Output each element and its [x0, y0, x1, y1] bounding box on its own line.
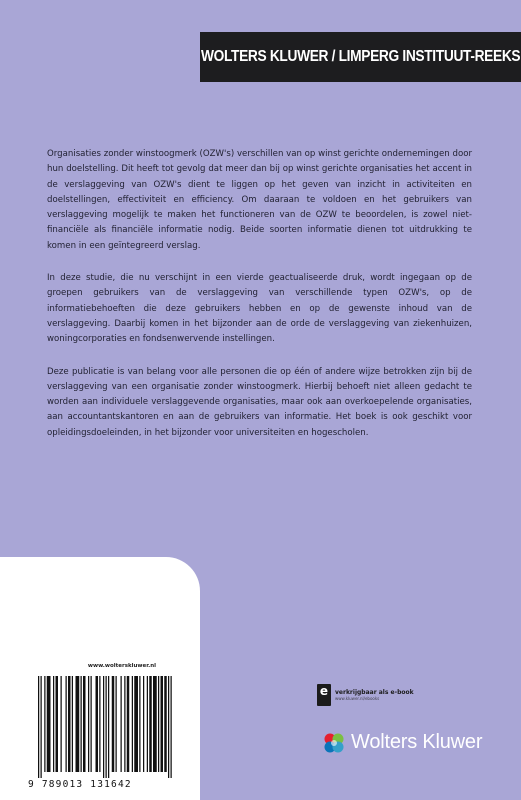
barcode-bar	[106, 676, 107, 778]
blurb-paragraph-1: Organisaties zonder winstoogmerk (OZW's) verschillen van op winst gerichte ondernemingen door hun doelstelling. Dit heeft tot gevolg dat meer dan bij op winst gerichte organisaties het accent in de verslaggeving van OZW's dient te liggen op het geven van inzicht in activiteiten en doelstellingen, effectiviteit en efficiency. Om daaraan te voldoen en het gebruikers van verslaggeving mogelijk te maken het functioneren van de OZW te beoordelen, is zowel niet-financiële als financiële informatie nodig. Beide soorten informatie dienen tot uitdrukking te komen in een geïntegreerd verslag.	[47, 149, 472, 251]
barcode-bar	[47, 676, 51, 772]
publisher-logo-text: Wolters Kluwer	[351, 731, 483, 753]
barcode-bar	[66, 676, 67, 772]
barcode-bar	[41, 676, 42, 778]
series-banner	[200, 32, 521, 82]
ebook-url: www.kluwer.nl/ebooks	[335, 696, 380, 701]
barcode-bar	[103, 676, 104, 778]
barcode-bar	[153, 676, 157, 772]
barcode-bar	[56, 676, 59, 772]
isbn-barcode	[28, 676, 183, 780]
barcode-bar	[149, 676, 152, 772]
barcode-bar	[147, 676, 148, 772]
series-title: WOLTERS KLUWER / LIMPERG INSTITUUT-REEKS	[200, 48, 521, 65]
barcode-bar	[91, 676, 92, 772]
barcode-bar	[164, 676, 167, 772]
ebook-icon: e	[317, 684, 331, 706]
ebook-badge	[317, 684, 414, 706]
barcode-bar	[171, 676, 172, 778]
barcode-bar	[116, 676, 117, 772]
isbn-number: 9 789013 131642	[28, 779, 132, 790]
wolters-kluwer-logo-icon	[323, 732, 345, 754]
barcode-bar	[61, 676, 62, 772]
barcode-bar	[83, 676, 86, 772]
barcode-bar	[112, 676, 115, 772]
barcode-bar	[53, 676, 54, 772]
publisher-logo	[323, 731, 482, 754]
ebook-label: verkrijgbaar als e-book	[335, 689, 414, 696]
barcode-bar	[68, 676, 71, 772]
barcode-bar	[139, 676, 140, 772]
barcode-bar	[88, 676, 89, 772]
barcode-bar	[81, 676, 82, 772]
back-cover-blurb	[47, 147, 472, 458]
barcode-bar	[72, 676, 73, 772]
barcode-bar	[99, 676, 100, 772]
barcode-bar	[76, 676, 80, 772]
barcode-bar	[121, 676, 122, 772]
barcode-bar	[108, 676, 109, 778]
barcode-bar	[143, 676, 144, 772]
barcode-icon	[28, 676, 183, 780]
barcode-bar	[132, 676, 133, 772]
barcode-bar	[134, 676, 138, 772]
blurb-paragraph-3: Deze publicatie is van belang voor alle personen die op één of andere wijze betrokken zijn bij de verslaggeving van een organisatie zonder winstoogmerk. Hierbij behoeft niet alleen gedacht te worden aan individuele verslaggevende organisaties, maar ook aan overkoepelende organisaties, aan accountantskantoren en aan de gebruikers van informatie. Het boek is ook geschikt voor opleidingsdoeleinden, in het bijzonder voor universiteiten en hogescholen.	[47, 366, 472, 438]
barcode-bar	[161, 676, 164, 772]
barcode-bar	[124, 676, 125, 772]
barcode-bar	[127, 676, 130, 772]
barcode-bar	[44, 676, 45, 772]
publisher-website: www.wolterskluwer.nl	[87, 663, 157, 669]
blurb-paragraph-2: In deze studie, die nu verschijnt in een vierde geactualiseerde druk, wordt ingegaan op de groepen gebruikers van de verslaggeving van verschillende typen OZW's, op de informatiebehoeften die deze gebruikers hebben en op de gewenste inhoud van de verslaggeving. Daarbij komen in het bijzonder aan de orde de verslaggeving van ziekenhuizen, woningcorporaties en fondsenwervende instellingen.	[47, 273, 472, 345]
barcode-bar	[168, 676, 169, 778]
barcode-bar	[38, 676, 39, 778]
barcode-bar	[96, 676, 99, 772]
barcode-bar	[158, 676, 159, 772]
